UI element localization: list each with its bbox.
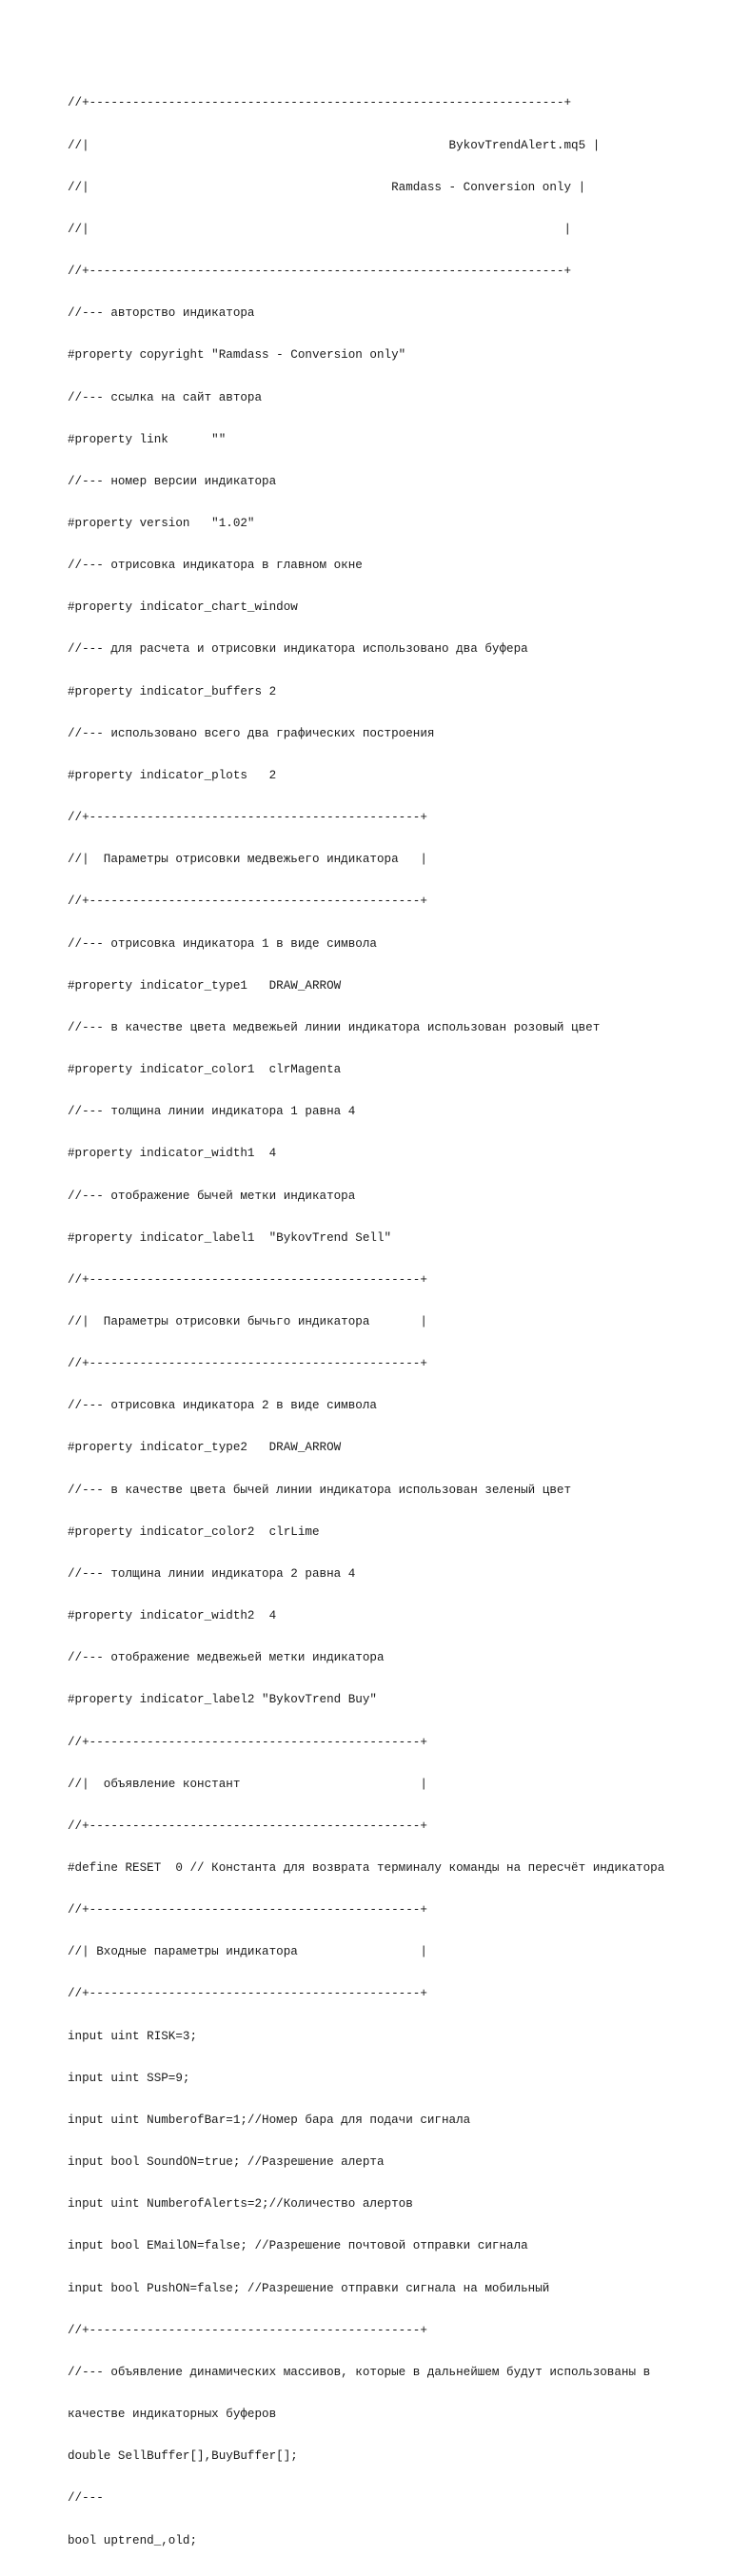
code-line: //--- объявление динамических массивов, которые в дальнейшем будут использованы в [68,2365,651,2379]
code-line: //+----------------------------------------------+ [68,895,427,909]
code-line: input uint SSP=9; [68,2071,190,2085]
code-line: //+------------------------------------------------------------------+ [68,96,572,110]
code-line: //| объявление констант | [68,1777,427,1791]
code-line: #property indicator_label1 "BykovTrend Sell" [68,1230,392,1245]
code-line: #property copyright "Ramdass - Conversion only" [68,348,406,363]
code-line: //| Параметры отрисовки бычьго индикатора | [68,1314,427,1328]
code-line: input uint NumberofBar=1;//Номер бара для подачи сигнала [68,2113,471,2127]
code-line: //--- [68,2491,104,2506]
code-line: //+----------------------------------------------+ [68,1819,427,1833]
code-line: double SellBuffer[],BuyBuffer[]; [68,2449,298,2464]
code-line: input bool EMailON=false; //Разрешение почтовой отправки сигнала [68,2239,528,2253]
code-line: //+------------------------------------------------------------------+ [68,265,572,279]
code-line: //--- отрисовка индикатора 1 в виде символа [68,936,377,951]
code-line: #property indicator_chart_window [68,600,298,615]
code-line: #property indicator_type2 DRAW_ARROW [68,1441,342,1455]
code-line: //--- для расчета и отрисовки индикатора использовано два буфера [68,642,528,657]
code-line: //--- толщина линии индикатора 2 равна 4 [68,1566,356,1581]
code-line: //| Ramdass - Conversion only | [68,180,586,194]
code-line: //+----------------------------------------------+ [68,1903,427,1917]
code-line: //+----------------------------------------------+ [68,2323,427,2337]
code-line: //+----------------------------------------------+ [68,1735,427,1749]
code-line: #property indicator_width2 4 [68,1609,277,1623]
code-line: //--- отображение медвежьей метки индикатора [68,1651,385,1665]
code-line: //| Параметры отрисовки медвежьего индикатора | [68,853,427,867]
code-line: //| | [68,222,572,236]
code-line: //--- отображение бычей метки индикатора [68,1189,356,1203]
code-line: #property indicator_width1 4 [68,1147,277,1161]
code-line: #property indicator_color2 clrLime [68,1524,320,1539]
code-line: качестве индикаторных буферов [68,2408,277,2422]
code-line: //--- номер версии индикатора [68,474,277,488]
code-line: //+----------------------------------------------+ [68,1987,427,2001]
code-line: input uint NumberofAlerts=2;//Количество алертов [68,2197,413,2212]
code-line: //--- в качестве цвета медвежьей линии индикатора использован розовый цвет [68,1020,601,1034]
code-line: #property indicator_plots 2 [68,768,277,782]
code-line: //+----------------------------------------------+ [68,1272,427,1287]
code-line: input uint RISK=3; [68,2029,198,2043]
code-line: bool uptrend_,old; [68,2533,198,2547]
code-line: //--- толщина линии индикатора 1 равна 4 [68,1105,356,1119]
code-line: //--- отрисовка индикатора в главном окне [68,559,363,573]
code-line: #property link "" [68,432,227,446]
code-line: #property version "1.02" [68,517,255,530]
code-line: //+----------------------------------------------+ [68,1357,427,1371]
code-line: //| Входные параметры индикатора | [68,1945,427,1959]
code-line: #property indicator_buffers 2 [68,684,277,698]
code-line: input bool SoundON=true; //Разрешение алерта [68,2155,385,2170]
code-line: //--- в качестве цвета бычей линии индикатора использован зеленый цвет [68,1483,572,1497]
code-line: //--- ссылка на сайт автора [68,390,263,404]
code-line: #property indicator_label2 "BykovTrend Buy" [68,1693,377,1707]
code-line: //--- отрисовка индикатора 2 в виде символа [68,1399,377,1413]
code-line: //+----------------------------------------------+ [68,811,427,825]
code-line: #property indicator_type1 DRAW_ARROW [68,978,342,993]
code-line: #property indicator_color1 clrMagenta [68,1063,342,1077]
code-line: #define RESET 0 // Константа для возврата терминалу команды на пересчёт индикатора [68,1861,665,1875]
code-line: //--- использовано всего два графических построения [68,726,435,740]
code-line: //| BykovTrendAlert.mq5 | [68,138,601,152]
code-line: input bool PushON=false; //Разрешение отправки сигнала на мобильный [68,2281,550,2295]
code-listing [68,69,664,2576]
code-line: //--- авторство индикатора [68,306,255,321]
